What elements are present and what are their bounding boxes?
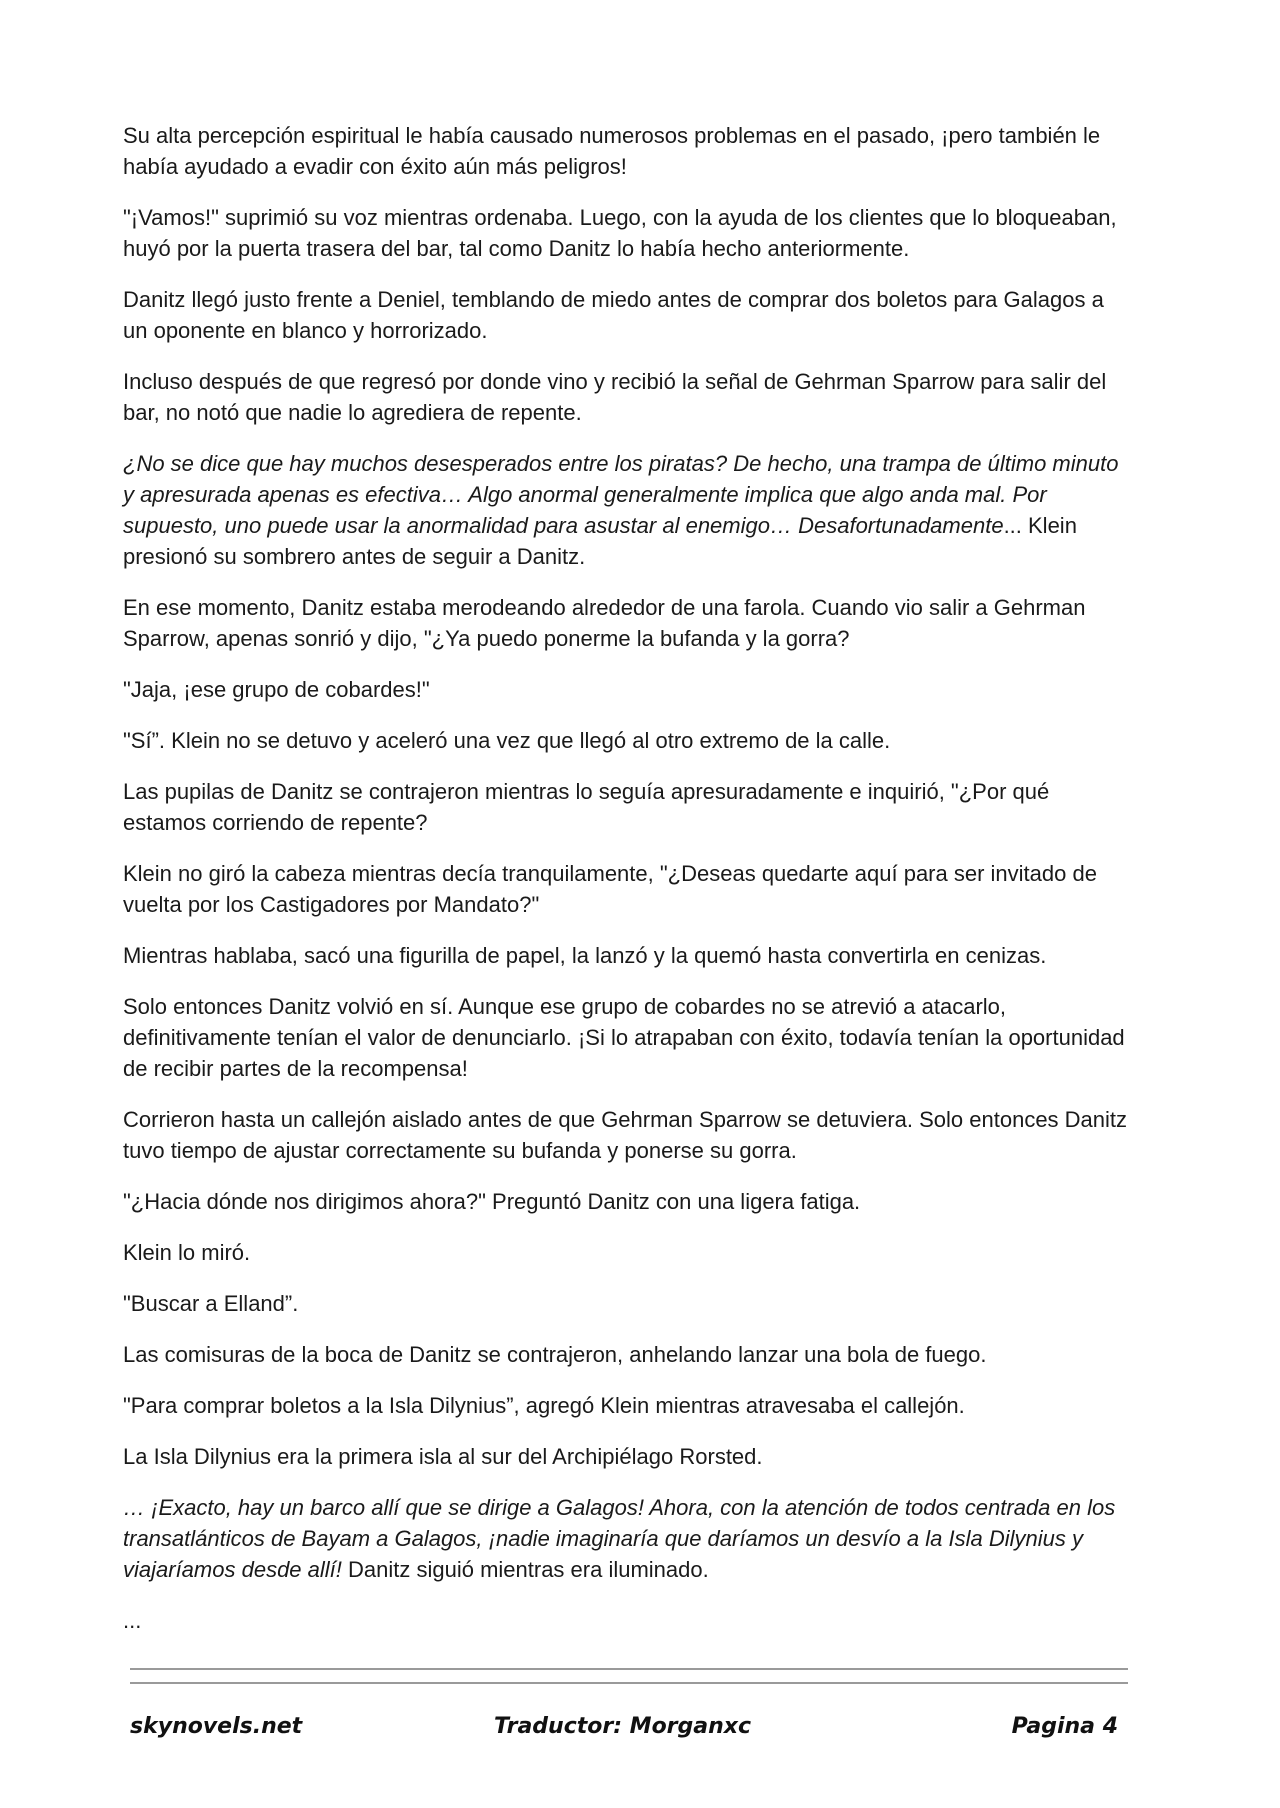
page-body bbox=[123, 120, 1133, 1656]
paragraph-6: En ese momento, Danitz estaba merodeando alrededor de una farola. Cuando vio salir a Gehrman Sparrow, apenas sonrió y dijo, "¿Ya puedo ponerme la bufanda y la gorra? bbox=[123, 595, 1086, 651]
paragraph-11: Mientras hablaba, sacó una figurilla de papel, la lanzó y la quemó hasta convertirla en cenizas. bbox=[123, 943, 1047, 968]
paragraph-18: "Para comprar boletos a la Isla Dilynius”, agregó Klein mientras atravesaba el callejón. bbox=[123, 1393, 965, 1418]
page-footer bbox=[0, 1714, 1280, 1746]
paragraph-19: La Isla Dilynius era la primera isla al sur del Archipiélago Rorsted. bbox=[123, 1444, 763, 1469]
paragraph-5-thought bbox=[123, 448, 1133, 572]
paragraph-17: Las comisuras de la boca de Danitz se contrajeron, anhelando lanzar una bola de fuego. bbox=[123, 1342, 987, 1367]
paragraph-14: "¿Hacia dónde nos dirigimos ahora?" Preguntó Danitz con una ligera fatiga. bbox=[123, 1189, 861, 1214]
paragraph-20-thought bbox=[123, 1492, 1133, 1585]
footer-divider-top bbox=[130, 1668, 1128, 1670]
paragraph-13: Corrieron hasta un callejón aislado antes de que Gehrman Sparrow se detuviera. Solo entonces Danitz tuvo tiempo de ajustar correctamente su bufanda y ponerse su gorra. bbox=[123, 1107, 1128, 1163]
paragraph-16: "Buscar a Elland”. bbox=[123, 1291, 299, 1316]
thought-text: ¿No se dice que hay muchos desesperados entre los piratas? De hecho, una trampa de último minuto y apresurada apenas es efectiva… Algo anormal generalmente implica que algo anda mal. Por supuesto, uno puede usar la anormalidad para asustar al enemigo… Desafortunadamente bbox=[123, 451, 1119, 538]
paragraph-7: "Jaja, ¡ese grupo de cobardes!" bbox=[123, 677, 430, 702]
footer-translator: Traductor: Morganxc bbox=[494, 1714, 752, 1739]
paragraph-3: Danitz llegó justo frente a Deniel, temblando de miedo antes de comprar dos boletos para Galagos a un oponente en blanco y horrorizado. bbox=[123, 287, 1104, 343]
narration-text: Danitz siguió mientras era iluminado. bbox=[341, 1557, 709, 1582]
thought-text: … ¡Exacto, hay un barco allí que se dirige a Galagos! Ahora, con la atención de todos centrada en los transatlánticos de Bayam a Galagos, ¡nadie imaginaría que daríamos un desvío a la Isla Dilynius y viajaríamos desde allí! bbox=[123, 1495, 1116, 1582]
narration-text: ... Klein presionó su sombrero antes de seguir a Danitz. bbox=[123, 513, 1077, 569]
paragraph-15: Klein lo miró. bbox=[123, 1240, 251, 1265]
footer-divider-bottom bbox=[130, 1682, 1128, 1684]
paragraph-9: Las pupilas de Danitz se contrajeron mientras lo seguía apresuradamente e inquirió, "¿Por qué estamos corriendo de repente? bbox=[123, 779, 1050, 835]
footer-site: skynovels.net bbox=[130, 1714, 303, 1739]
paragraph-4: Incluso después de que regresó por donde vino y recibió la señal de Gehrman Sparrow para salir del bar, no notó que nadie lo agrediera de repente. bbox=[123, 369, 1107, 425]
paragraph-12: Solo entonces Danitz volvió en sí. Aunque ese grupo de cobardes no se atrevió a atacarlo, definitivamente tenían el valor de denunciarlo. ¡Si lo atrapaban con éxito, todavía tenían la oportunidad de recibir partes de la recompensa! bbox=[123, 994, 1125, 1081]
paragraph-1: Su alta percepción espiritual le había causado numerosos problemas en el pasado, ¡pero también le había ayudado a evadir con éxito aún más peligros! bbox=[123, 123, 1101, 179]
paragraph-8: "Sí”. Klein no se detuvo y aceleró una vez que llegó al otro extremo de la calle. bbox=[123, 728, 891, 753]
paragraph-10: Klein no giró la cabeza mientras decía tranquilamente, "¿Deseas quedarte aquí para ser invitado de vuelta por los Castigadores por Mandato?" bbox=[123, 861, 1097, 917]
paragraph-2: "¡Vamos!" suprimió su voz mientras ordenaba. Luego, con la ayuda de los clientes que lo bloqueaban, huyó por la puerta trasera del bar, tal como Danitz lo había hecho anteriormente. bbox=[123, 205, 1117, 261]
paragraph-21-ellipsis: ... bbox=[123, 1608, 142, 1633]
footer-page-number: Pagina 4 bbox=[1011, 1714, 1118, 1739]
